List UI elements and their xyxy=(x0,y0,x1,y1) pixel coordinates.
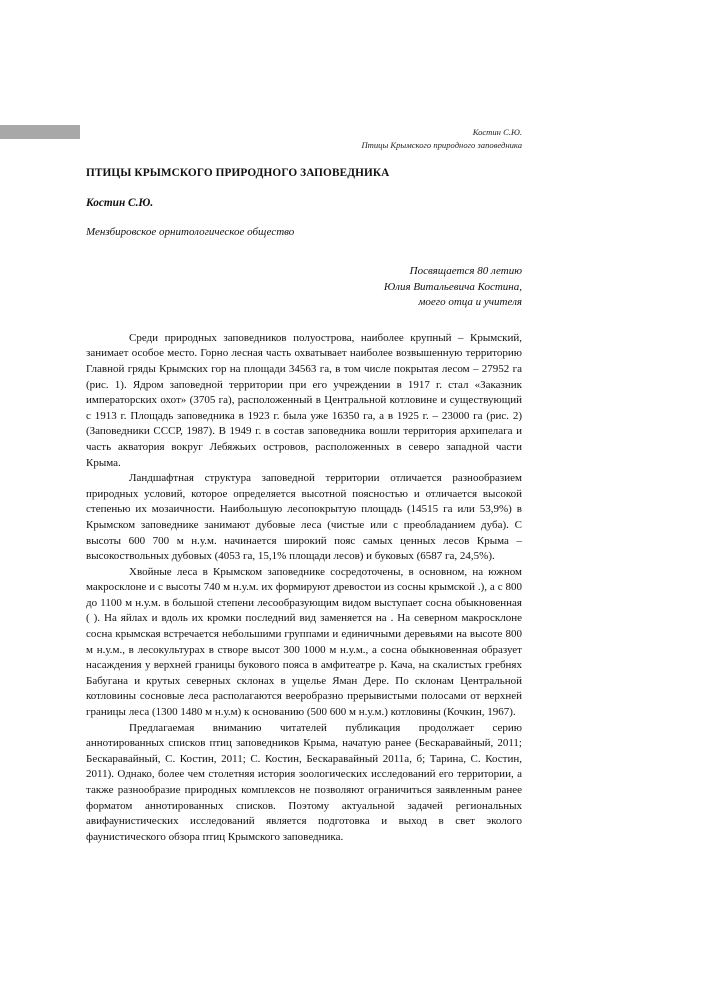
body-paragraph: Ландшафтная структура заповедной территории отличается разнообразием природных условий, которое определяется высотной поясностью и отличается высокой степенью их мозаичности. Наибольшую лесопокрытую площадь (14515 га или 53,9%) в Крымском заповеднике занимают дубовые леса (чистые или с преобладанием дуба). С высоты 600 700 м н.у.м. начинается широкий пояс самых ценных лесов Крыма – высокоствольных дубовых (4053 га, 15,1% площади лесов) и буковых (6587 га, 24,5%). xyxy=(86,472,522,563)
running-head-title: Птицы Крымского природного заповедника xyxy=(361,140,522,150)
page-edge-marker xyxy=(0,125,80,139)
dedication-line: Юлия Витальевича Костина, xyxy=(383,280,522,293)
body-paragraph: Среди природных заповедников полуострова, наиболее крупный – Крымский, занимает особое место. Горно лесная часть охватывает наиболее возвышенную территорию Главной гряды Крымских гор на площади 34563 га, в том числе покрытая лесом – 27952 га (рис. 1). Ядром заповедной территории при его учреждении в 1917 г. стал «Заказник императорских охот» (3705 га), расположенный в Центральной котловине и существующий с 1913 г. Площадь заповедника в 1923 г. была уже 16350 га, а в 1925 г. – 23000 га (рис. 2) (Заповедники СССР, 1987). В 1949 г. в состав заповедника вошли территория архипелага и часть акватория вокруг Лебяжьих островов, расположенных в северо западной части Крыма. xyxy=(86,331,522,469)
body-paragraph: Хвойные леса в Крымском заповеднике сосредоточены, в основном, на южном макросклоне и с высоты 740 м н.у.м. их формируют древостои из сосны крымской .), а с 800 до 1100 м н.у.м. в большой степени лесообразующим видом выступает сосна обыкновенная ( ). На яйлах и вдоль их кромки последний вид заменяется на . На северном макросклоне сосна крымская встречается небольшими группами и единичными деревьями на высоте 800 м н.у.м., в лесокультурах в створе высот 300 1000 м н.у.м., а сосна обыкновенная образует насаждения у верхней границы букового пояса в амфитеатре р. Кача, на скалистых гребнях Бабугана и крутых северных склонах в ущелье Яман Дере. По склонам Центральной котловины сосновые леса располагаются вееробразно прерывистыми полосами от верхней границы леса (1300 1480 м н.у.м) к основанию (500 600 м н.у.м.) котловины (Кочкин, 1967). xyxy=(86,565,522,719)
article-author: Костин С.Ю. xyxy=(86,197,154,209)
running-head xyxy=(361,126,522,152)
author-affiliation: Мензбировское орнитологическое общество xyxy=(86,226,295,238)
article-body xyxy=(86,331,522,846)
dedication xyxy=(86,264,522,311)
article xyxy=(86,167,522,845)
dedication-line: моего отца и учителя xyxy=(418,296,522,309)
dedication-line: Посвящается 80 летию xyxy=(409,265,522,277)
running-head-author: Костин С.Ю. xyxy=(472,127,522,137)
body-paragraph: Предлагаемая вниманию читателей публикация продолжает серию аннотированных списков птиц заповедников Крыма, начатую ранее (Бескаравайный, 2011; Бескаравайный, С. Костин, 2011; С. Костин, Бескаравайный 2011а, б; Тарина, С. Костин, 2011). Однако, более чем столетняя история зоологических исследований его территории, а также разнообразие природных комплексов не позволяют ограничиться заявленным ранее форматом аннотированных списков. Поэтому актуальной задачей региональных авифаунистических исследований является подготовка и выход в свет эколого фаунистического обзора птиц Крымского заповедника. xyxy=(86,721,522,843)
article-title: ПТИЦЫ КРЫМСКОГО ПРИРОДНОГО ЗАПОВЕДНИКА xyxy=(86,167,390,179)
